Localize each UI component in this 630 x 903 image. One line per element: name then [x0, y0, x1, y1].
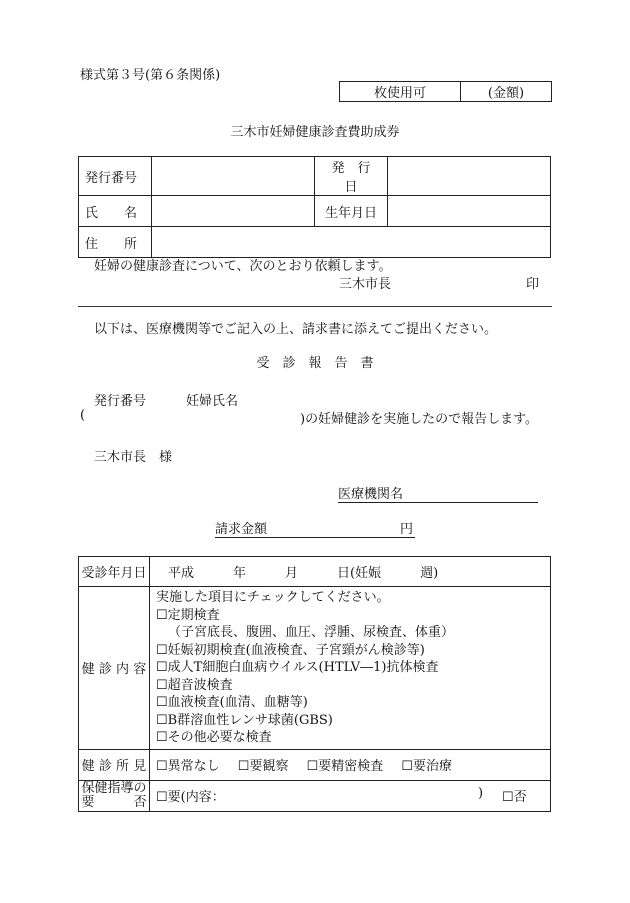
guidance-label-line2: 要 否 — [81, 794, 147, 810]
findings-cell — [150, 749, 551, 780]
instruction-text: 以下は、医療機関等でご記入の上、請求書に添えてご提出ください。 — [94, 322, 498, 337]
exam-item-htlv[interactable]: ☐成人T細胞白血病ウイルス(HTLV―1)抗体検査 — [156, 660, 439, 675]
guidance-cell — [150, 780, 551, 811]
address-field[interactable] — [152, 227, 551, 258]
finding-detailed[interactable]: ☐要精密検査 — [306, 759, 384, 774]
name-label: 氏 名 — [79, 196, 152, 227]
issue-number-field[interactable] — [152, 157, 315, 196]
finding-treatment[interactable]: ☐要治療 — [401, 759, 453, 774]
finding-observe[interactable]: ☐要観察 — [237, 759, 289, 774]
claim-label: 請求金額 — [215, 522, 268, 537]
findings-label: 健 診 所 見 — [79, 749, 150, 780]
institution-field[interactable] — [338, 483, 538, 503]
usage-label: 枚使用可 — [340, 82, 461, 102]
birth-field[interactable] — [388, 196, 551, 227]
form-number: 様式第３号(第６条関係) — [80, 68, 221, 83]
exam-item-gbs[interactable]: ☐B群溶血性レンサ球菌(GBS) — [156, 712, 333, 728]
seal-mark: 印 — [526, 277, 540, 292]
exam-content-intro: 実施した項目にチェックしてください。 — [156, 590, 390, 605]
exam-date-label: 受診年月日 — [79, 557, 150, 587]
exam-item-regular[interactable]: ☐定期検査 — [156, 607, 220, 623]
report-pregnant-name-label: 妊婦氏名 — [186, 394, 239, 409]
exam-content-label: 健 診 内 容 — [79, 587, 150, 750]
report-statement: )の妊婦健診を実施したので報告します。 — [300, 412, 539, 427]
claim-amount-field[interactable] — [215, 518, 415, 538]
guidance-label-line1: 保健指導の — [81, 780, 147, 796]
address-label: 住 所 — [79, 227, 152, 258]
open-paren: ( — [80, 408, 86, 423]
exam-item-early[interactable]: ☐妊娠初期検査(血液検査、子宮頸がん検診等) — [156, 642, 425, 658]
issue-date-label: 発 行 日 — [315, 157, 388, 196]
guidance-label — [79, 780, 150, 811]
exam-table — [78, 556, 551, 812]
name-field[interactable] — [152, 196, 315, 227]
exam-item-blood[interactable]: ☐血液検査(血清、血糖等) — [156, 695, 308, 710]
exam-item-regular-detail: （子宮底長、腹囲、血圧、浮腫、尿検査、体重） — [168, 625, 455, 640]
request-text: 妊婦の健康診査について、次のとおり依頼します。 — [94, 259, 392, 274]
finding-normal[interactable]: ☐異常なし — [156, 759, 220, 774]
report-title: 受 診 報 告 書 — [256, 356, 374, 371]
ticket-title: 三木市妊婦健康診査費助成券 — [230, 125, 400, 140]
yen-label: 円 — [399, 522, 413, 537]
guidance-close: ) — [478, 786, 484, 801]
addressee: 三木市長 様 — [94, 450, 173, 465]
divider — [78, 306, 552, 307]
birth-label: 生年月日 — [315, 196, 388, 227]
mayor-line: 三木市長 — [339, 277, 392, 292]
exam-date-field[interactable]: 平成 年 月 日(妊娠 週) — [150, 557, 551, 587]
ticket-table — [78, 156, 551, 258]
usage-box — [339, 81, 552, 102]
institution-label: 医療機関名 — [338, 487, 404, 502]
issue-date-field[interactable] — [388, 157, 551, 196]
guidance-yes[interactable]: ☐要(内容： — [156, 790, 225, 805]
exam-item-ultrasound[interactable]: ☐超音波検査 — [156, 677, 233, 693]
usage-amount: (金額) — [461, 82, 552, 102]
exam-item-other[interactable]: ☐その他必要な検査 — [156, 730, 272, 745]
guidance-no[interactable]: ☐否 — [502, 790, 527, 805]
exam-content-cell — [150, 587, 551, 750]
report-issue-number-label: 発行番号 — [94, 394, 147, 409]
issue-number-label: 発行番号 — [79, 157, 152, 196]
